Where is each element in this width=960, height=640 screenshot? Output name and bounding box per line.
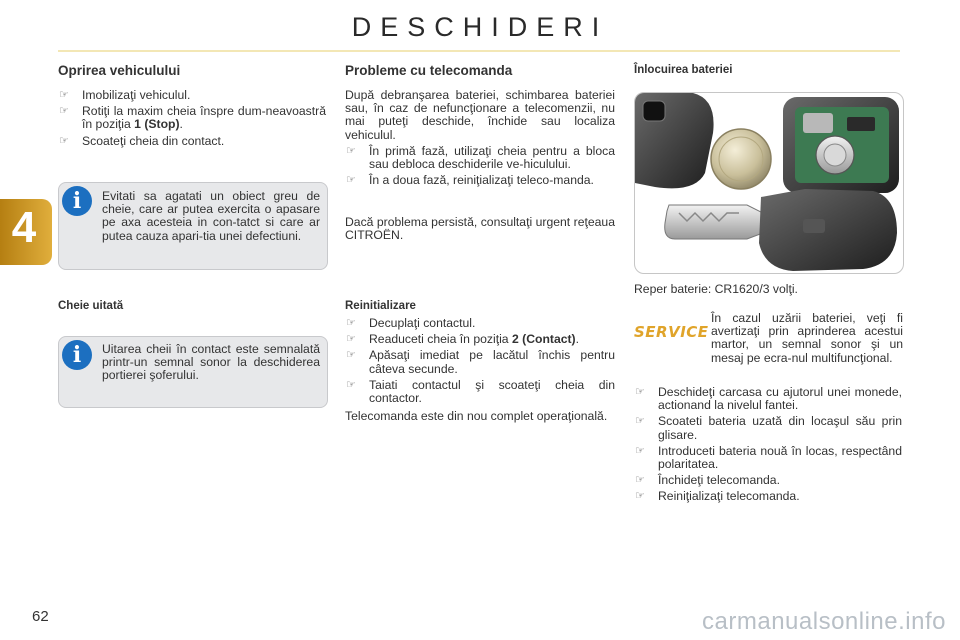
watermark: carmanualsonline.info bbox=[702, 608, 946, 635]
info-box-heavy-object bbox=[58, 182, 328, 270]
list-item: ☞ Readuceti cheia în poziţia 2 (Contact). bbox=[346, 332, 580, 347]
list-item: ☞ Introduceti bateria nouă în locas, respectând polaritatea. bbox=[635, 443, 902, 472]
chapter-tab bbox=[0, 199, 52, 265]
section-heading-battery-replacement: Înlocuirea bateriei bbox=[634, 64, 733, 76]
stopping-steps-list bbox=[58, 89, 326, 151]
remote-problems-list bbox=[345, 145, 615, 191]
list-item: ☞ Scoateţi cheia din contact. bbox=[59, 133, 225, 148]
list-item: ☞ În a doua fază, reiniţializaţi teleco-manda. bbox=[346, 173, 594, 188]
section-heading-remote-problems: Probleme cu telecomanda bbox=[345, 63, 513, 78]
service-warning-text: În cazul uzării bateriei, veţi fi avertizaţi prin aprinderea acestui martor, un semnal sonor şi un mesaj pe ecra-nul multifuncţional. bbox=[711, 311, 903, 365]
pointing-hand-icon: ☞ bbox=[59, 89, 69, 101]
remote-problems-outro: Dacă problema persistă, consultaţi urgent reţeaua CITROËN. bbox=[345, 215, 615, 243]
info-text: Evitati sa agatati un obiect greu de cheie, care ar putea exercita o apasare pe axa acesteia in con-tatct si care ar putea cauza apari-tia unei defectiuni. bbox=[102, 189, 320, 243]
list-item: ☞ Scoateti bateria uzată din locaşul său prin glisare. bbox=[635, 414, 902, 442]
key-blade bbox=[665, 205, 763, 239]
pointing-hand-icon: ☞ bbox=[635, 490, 645, 503]
pointing-hand-icon: ☞ bbox=[635, 415, 645, 428]
page-number: 62 bbox=[32, 608, 49, 625]
reset-steps-list bbox=[345, 317, 615, 408]
battery-reference-caption: Reper baterie: CR1620/3 volţi. bbox=[634, 282, 798, 296]
pointing-hand-icon: ☞ bbox=[346, 174, 356, 187]
header-rule bbox=[58, 50, 900, 52]
list-item: ☞ Închideţi telecomanda. bbox=[635, 473, 780, 488]
coin-battery bbox=[711, 129, 771, 189]
pointing-hand-icon: ☞ bbox=[635, 386, 645, 398]
list-item: ☞ Imobilizaţi vehiculul. bbox=[59, 88, 191, 102]
pointing-hand-icon: ☞ bbox=[346, 145, 356, 157]
list-item: ☞ Reiniţializaţi telecomanda. bbox=[635, 489, 800, 504]
list-item: ☞ Apăsaţi imediat pe lacătul închis pentru câteva secunde. bbox=[346, 348, 615, 376]
pointing-hand-icon: ☞ bbox=[59, 134, 69, 147]
service-warning-icon: SERVICE bbox=[634, 323, 709, 341]
section-heading-reset: Reinitializare bbox=[345, 300, 416, 312]
section-heading-stopping: Oprirea vehiculului bbox=[58, 63, 181, 78]
lock-button bbox=[643, 101, 665, 121]
pointing-hand-icon: ☞ bbox=[635, 444, 645, 457]
pointing-hand-icon: ☞ bbox=[635, 474, 645, 487]
page-header-title: DESCHIDERI bbox=[351, 12, 609, 42]
pointing-hand-icon: ☞ bbox=[346, 378, 356, 391]
info-icon: i bbox=[62, 340, 92, 370]
pointing-hand-icon: ☞ bbox=[59, 105, 69, 118]
pointing-hand-icon: ☞ bbox=[346, 333, 356, 346]
remote-battery-illustration bbox=[634, 92, 904, 274]
chapter-number: 4 bbox=[11, 203, 37, 252]
pointing-hand-icon: ☞ bbox=[346, 317, 356, 329]
list-item: ☞ Taiati contactul şi scoateţi cheia din contactor. bbox=[346, 377, 615, 406]
pointing-hand-icon: ☞ bbox=[346, 349, 356, 362]
key-fob bbox=[759, 189, 897, 271]
list-item: ☞ Deschideţi carcasa cu ajutorul unei monede, actionand la nivelul fantei. bbox=[635, 385, 902, 413]
battery-steps-list bbox=[634, 386, 902, 507]
reset-outro: Telecomanda este din nou complet operaţională. bbox=[345, 409, 608, 423]
remote-problems-intro: După debranşarea bateriei, schimbarea bateriei sau, în caz de nefuncţionare a telecomenzii, nu mai puteţi deschide, închide sau localiza vehiculul. bbox=[345, 88, 615, 142]
list-item: ☞ Decuplaţi contactul. bbox=[346, 316, 476, 330]
list-item: ☞ Rotiţi la maxim cheia înspre dum-neavoastră în poziţia 1 (Stop). bbox=[59, 104, 326, 132]
list-item: ☞ În primă fază, utilizaţi cheia pentru a bloca sau debloca deschiderile ve-hiculului. bbox=[346, 144, 615, 172]
section-heading-forgotten-key: Cheie uitată bbox=[58, 300, 124, 312]
info-box-forgotten-key bbox=[58, 336, 328, 408]
info-text: Uitarea cheii în contact este semnalată printr-un semnal sonor la deschiderea portierei şoferului. bbox=[102, 342, 320, 383]
remote-key-illustration bbox=[635, 93, 903, 273]
info-icon: i bbox=[62, 186, 92, 216]
